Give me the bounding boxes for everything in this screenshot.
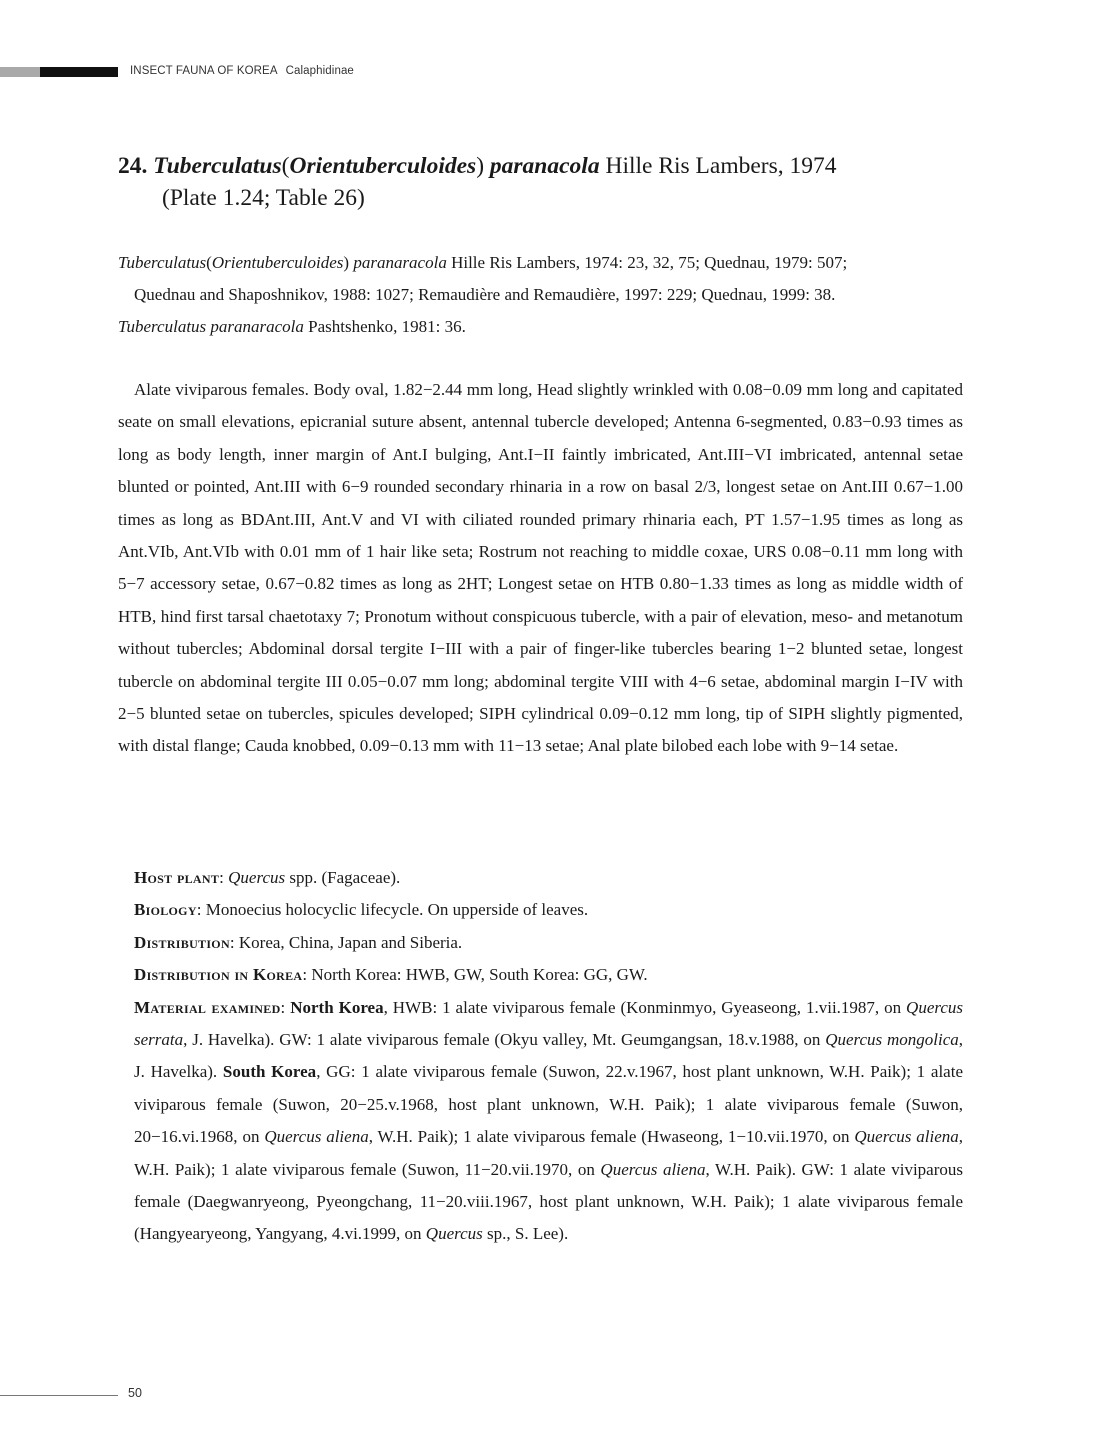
footer-rule (0, 1395, 118, 1396)
material-host-name: Quercus aliena (600, 1159, 706, 1179)
synonymy (118, 247, 963, 343)
plate-reference: (Plate 1.24; Table 26) (162, 185, 365, 211)
species-epithet: paranacola (489, 153, 600, 179)
material-host-name: Quercus aliena (264, 1127, 369, 1147)
species-authority: Hille Ris Lambers, 1974 (605, 153, 837, 179)
material-text: sp., S. Lee). (482, 1224, 569, 1244)
host-plant-genus: Quercus (228, 868, 286, 887)
material-north-korea: North Korea (290, 997, 384, 1017)
material-text: , W.H. Paik); 1 alate viviparous female (Hwaseong, 1−10.vii.1970, on (368, 1127, 855, 1147)
material-south-korea: South Korea (222, 1062, 317, 1082)
material-host-name: Quercus (425, 1224, 483, 1244)
description-text: Alate viviparous females. Body oval, 1.82−2.44 mm long, Head slightly wrinkled with 0.08−0.09 mm long and capitated seate on small elevations, epicranial suture absent, antennal tubercle developed; Antenna 6-segmented, 0.83−0.93 times as long as body length, inner margin of Ant.I bulging, Ant.I−II faintly imbricated, Ant.III−VI imbricated, antennal setae blunted or pointed, Ant.III with 6−9 rounded secondary rhinaria in a row on basal 2/3, longest setae on Ant.III 0.67−1.00 times as long as BDAnt.III, Ant.V and VI with ciliated rounded primary rhinaria each, PT 1.57−1.95 times as long as Ant.VIb, Ant.VIb with 0.01 mm of 1 hair like seta; Rostrum not reaching to middle coxae, URS 0.08−0.11 mm long with 5−7 accessory setae, 0.67−0.82 times as long as 2HT; Longest setae on HTB 0.80−1.33 times as long as middle width of HTB, hind first tarsal chaetotaxy 7; Pronotum without conspicuous tubercle, with a pair of elevation, meso- and metanotum without tubercles; Abdominal dorsal tergite I−III with a pair of finger-like tubercles bearing 1−2 blunted setae, longest tubercle on abdominal tergite III 0.05−0.07 mm long; abdominal tergite VIII with 4−6 setae, abdominal margin I−IV with 2−5 blunted setae on tubercles, spicules developed; SIPH cylindrical 0.09−0.12 mm long, tip of SIPH slightly pigmented, with distal flange; Cauda knobbed, 0.09−0.13 mm with 11−13 setae; Anal plate bilobed each lobe with 9−14 setae. (118, 380, 963, 756)
header-title: INSECT FAUNA OF KOREA (130, 65, 278, 77)
species-genus: Tuberculatus (153, 153, 282, 179)
synonym-entry-1-cont: Quednau and Shaposhnikov, 1988: 1027; Remaudière and Remaudière, 1997: 229; Quednau, 1999: 38. (134, 285, 836, 304)
synonym-entry-2 (118, 311, 963, 343)
material-text: , J. Havelka). GW: 1 alate viviparous female (Okyu valley, Mt. Geumgangsan, 18.v.1988, on (183, 1030, 826, 1050)
synonym-entry-1: Tuberculatus(Orientuberculoides) paranaracola Hille Ris Lambers, 1974: 23, 32, 75; Quednau, 1979: 507; (118, 253, 848, 272)
distribution-korea-text: North Korea: HWB, GW, South Korea: GG, GW. (311, 965, 648, 985)
distribution-label: Distribution (134, 932, 230, 952)
species-number: 24. (118, 153, 148, 179)
biology-text: Monoecius holocyclic lifecycle. On upperside of leaves. (205, 900, 589, 920)
biology-label: Biology (134, 900, 197, 920)
species-fields (118, 862, 963, 1251)
synonym-2-name: Tuberculatus paranaracola (118, 317, 304, 336)
synonym-2-refs: Pashtshenko, 1981: 36. (308, 317, 466, 336)
material-text: , GG: 1 alate viviparous female (Suwon, 22.v.1967, host plant unknown, W.H. Paik); 1 alate viviparous female (Suwon, 20−25.v.1968, host plant unknown, W.H. Paik); 1 alate viviparous female (Suwon, 20−16.vi.1968, on (134, 1062, 963, 1147)
host-plant-rest: spp. (Fagaceae). (289, 868, 401, 887)
host-plant-label: Host plant (134, 868, 220, 887)
material-text: , HWB: 1 alate viviparous female (Konminmyo, Gyeaseong, 1.vii.1987, on (383, 997, 907, 1017)
description-paragraph (118, 374, 963, 763)
material-host-name: Quercus serrata (134, 997, 964, 1050)
synonym-1-refs: Hille Ris Lambers, 1974: 23, 32, 75; Quednau, 1979: 507; (451, 253, 848, 272)
material-text: , W.H. Paik); 1 alate viviparous female (Suwon, 11−20.vii.1970, on (134, 1127, 964, 1179)
header-subtitle: Calaphidinae (285, 65, 354, 77)
distribution-line: Distribution: Korea, China, Japan and Siberia. (134, 932, 463, 952)
material-text: , W.H. Paik). GW: 1 alate viviparous female (Daegwanryeong, Pyeongchang, 11−20.viii.1967, host plant unknown, W.H. Paik); 1 alate viviparous female (Hangyearyeong, Yangyang, 4.vi.1999, on (134, 1159, 964, 1244)
material-host-name: Quercus aliena (854, 1127, 959, 1147)
material-host-name: Quercus mongolica (825, 1030, 959, 1050)
header-bar-black (40, 67, 118, 77)
distribution-text: Korea, China, Japan and Siberia. (238, 932, 463, 952)
distribution-korea-line: Distribution in Korea: North Korea: HWB, GW, South Korea: GG, GW. (134, 965, 648, 985)
material-text: , J. Havelka). (134, 1030, 963, 1082)
synonym-1-subgenus: Orientuberculoides (211, 253, 344, 272)
species-heading: 24. Tuberculatus(Orientuberculoides) paranacola Hille Ris Lambers, 1974 (Plate 1.24; Table 26) (118, 150, 978, 214)
synonym-1-genus: Tuberculatus (118, 253, 207, 272)
page-number: 50 (128, 1386, 142, 1400)
synonym-1-epithet: paranaracola (353, 253, 447, 272)
biology-line: Biology: Monoecius holocyclic lifecycle. On upperside of leaves. (134, 900, 589, 920)
distribution-korea-label: Distribution in Korea (134, 965, 303, 985)
material-label: Material examined (134, 997, 281, 1017)
header-bar-gray (0, 67, 40, 77)
host-plant-line: Host plant: Quercus spp. (Fagaceae). (134, 868, 401, 887)
material-examined-paragraph: Material examined: North Korea, HWB: 1 alate viviparous female (Konminmyo, Gyeaseong, 1.vii.1987, on Quercus serrata, J. Havelka). GW: 1 alate viviparous female (Okyu valley, Mt. Geumgangsan, 18.v.1988, on Quercus mongolica, J. Havelka). South Korea, GG: 1 alate viviparous female (Suwon, 22.v.1967, host plant unknown, W.H. Paik); 1 alate viviparous female (Suwon, 20−25.v.1968, host plant unknown, W.H. Paik); 1 alate viviparous female (Suwon, 20−16.vi.1968, on Quercus aliena, W.H. Paik); 1 alate viviparous female (Hwaseong, 1−10.vii.1970, on Quercus aliena, W.H. Paik); 1 alate viviparous female (Suwon, 11−20.vii.1970, on Quercus aliena, W.H. Paik). GW: 1 alate viviparous female (Daegwanryeong, Pyeongchang, 11−20.viii.1967, host plant unknown, W.H. Paik); 1 alate viviparous female (Hangyearyeong, Yangyang, 4.vi.1999, on Quercus sp., S. Lee). (134, 997, 964, 1244)
running-header (130, 65, 354, 77)
species-subgenus: Orientuberculoides (289, 153, 477, 179)
